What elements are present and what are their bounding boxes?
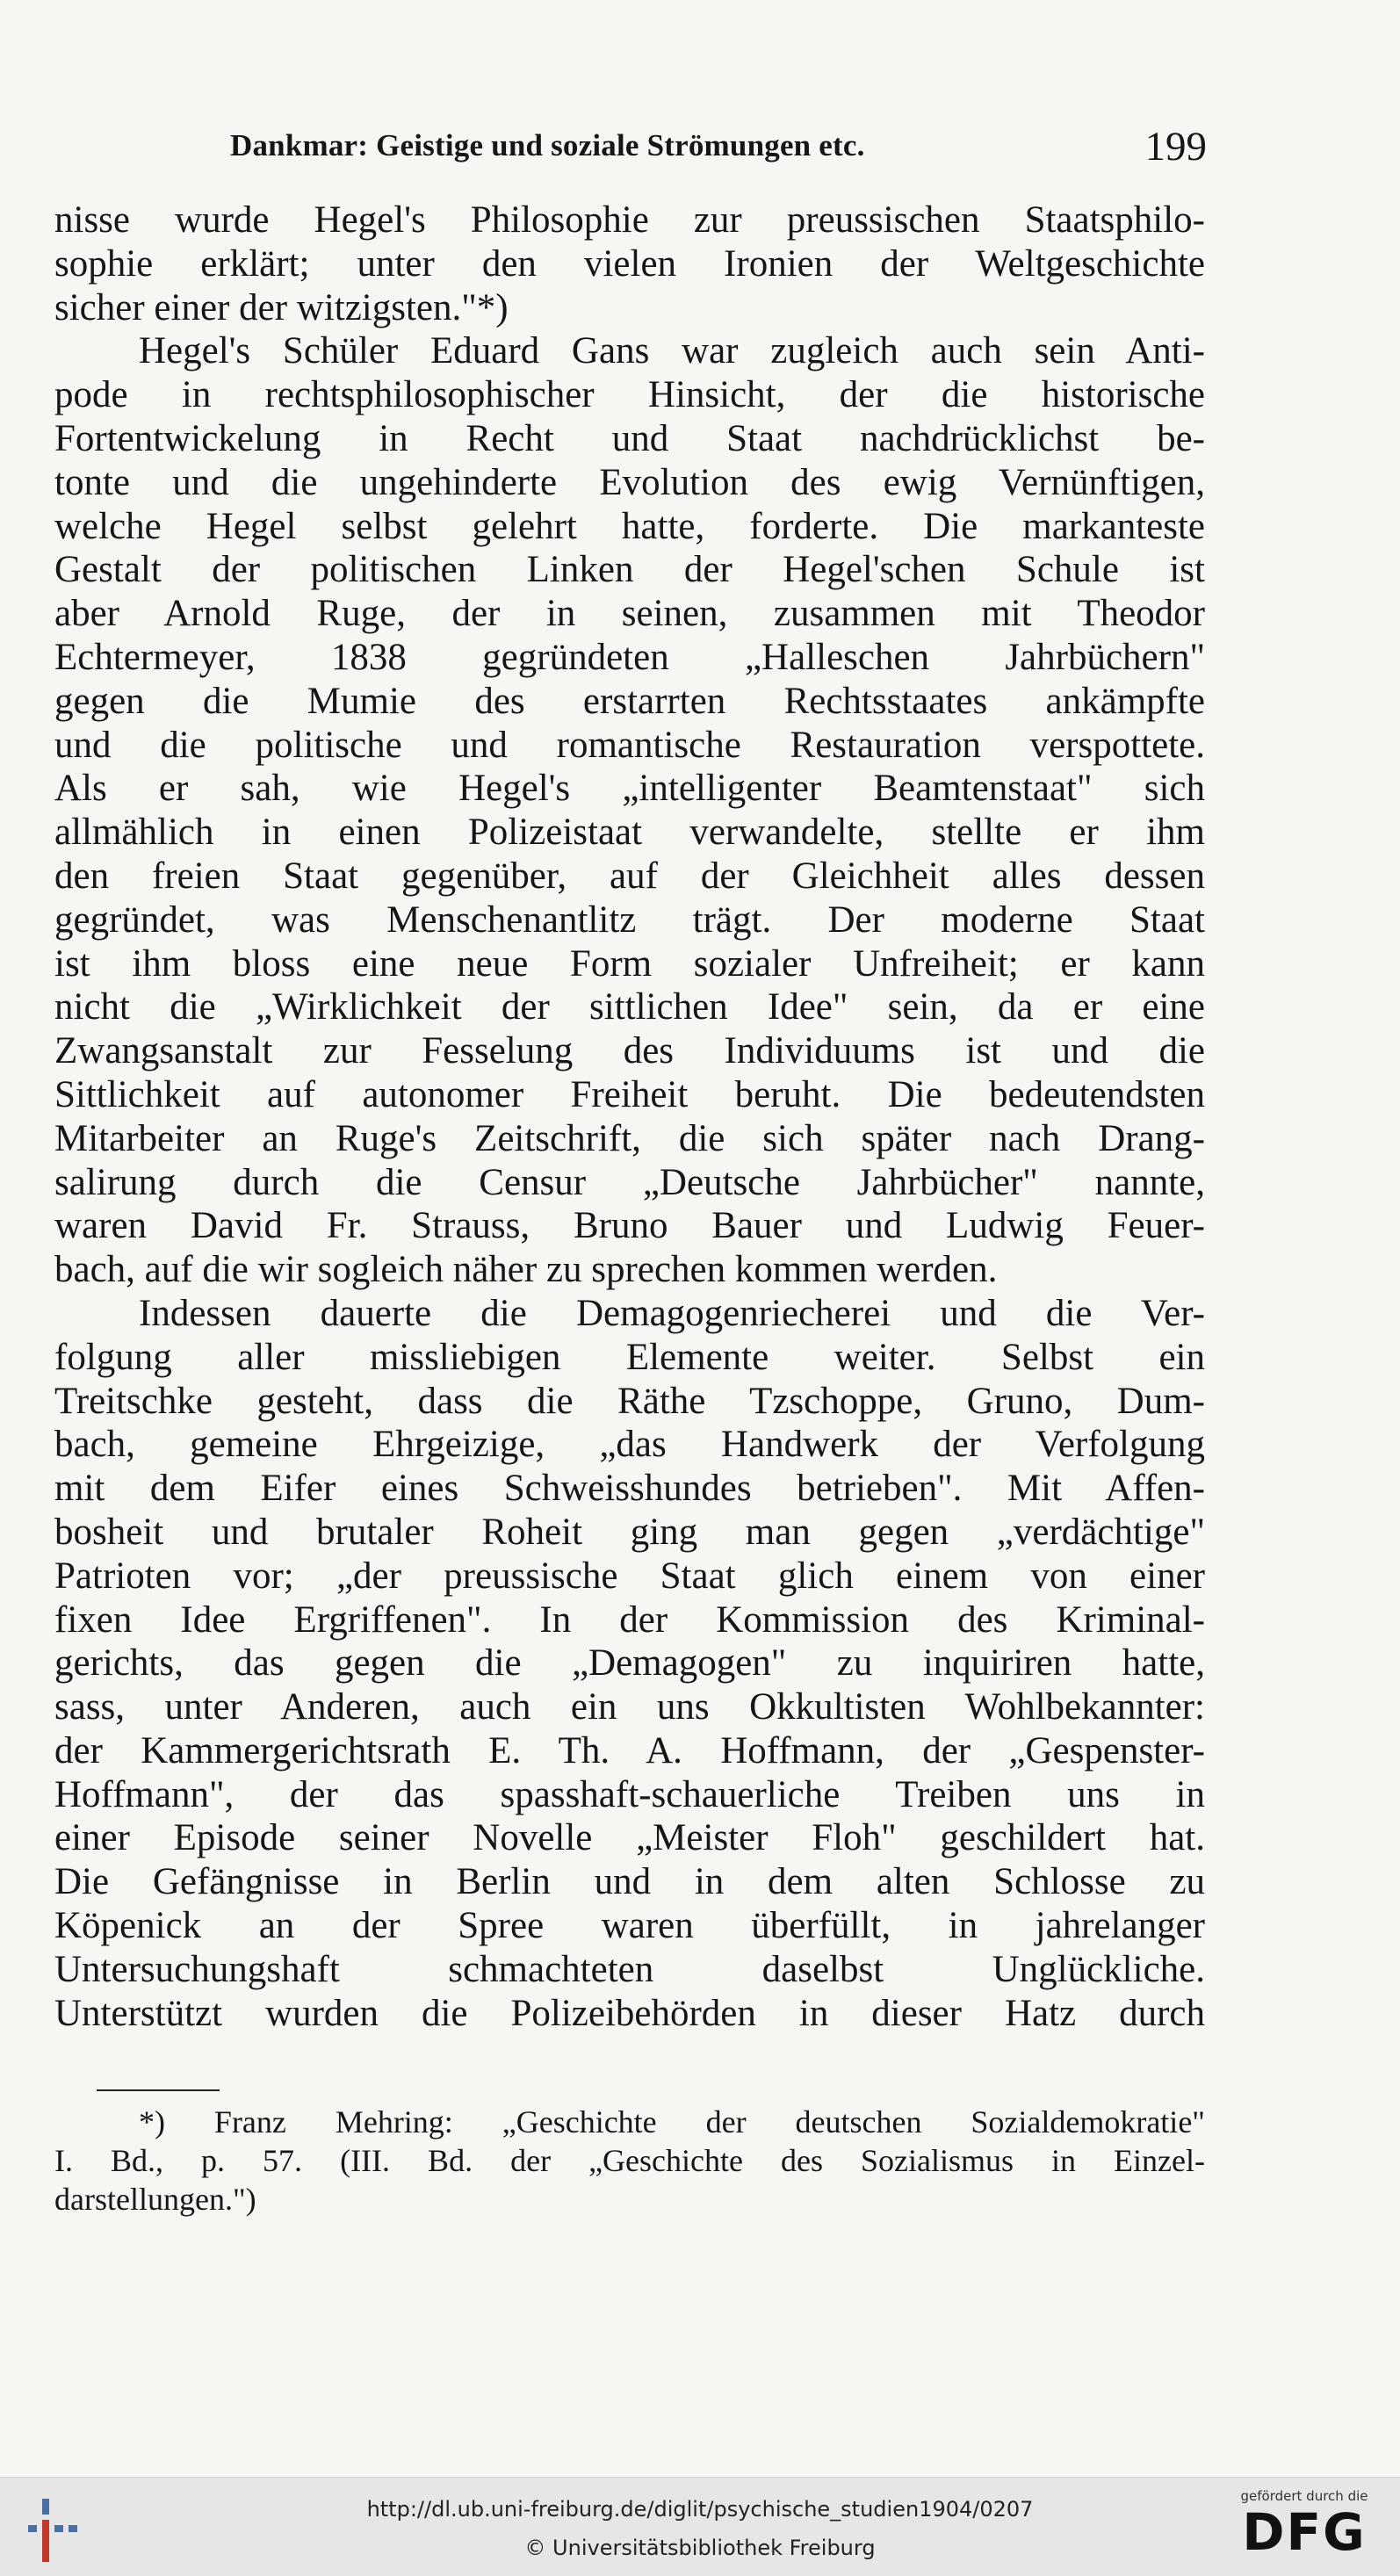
text-line: fixen Idee Ergriffenen". In der Kommission des Kriminal- [54, 1598, 1205, 1641]
dfg-logo: DFG [1242, 2502, 1367, 2562]
dfg-funding-badge [1230, 2488, 1379, 2569]
text-line: gegen die Mumie des erstarrten Rechtsstaates ankämpfte [54, 680, 1205, 722]
text-line: einer Episode seiner Novelle „Meister Floh" geschildert hat. [54, 1817, 1205, 1859]
text-line: folgung aller missliebigen Elemente weiter. Selbst ein [54, 1336, 1205, 1378]
text-line: sicher einer der witzigsten."*) [54, 286, 509, 328]
text-line: bach, gemeine Ehrgeizige, „das Handwerk der Verfolgung [54, 1424, 1205, 1466]
text-line: gegründet, was Menschenantlitz trägt. Der moderne Staat [54, 898, 1205, 941]
text-line: Köpenick an der Spree waren überfüllt, in jahrelanger [54, 1905, 1205, 1947]
text-line: Zwangsanstalt zur Fesselung des Individuums ist und die [54, 1030, 1205, 1072]
text-line: Die Gefängnisse in Berlin und in dem alten Schlosse zu [54, 1861, 1205, 1903]
permalink-url[interactable]: http://dl.ub.uni-freiburg.de/diglit/psychische_studien1904/0207 [366, 2497, 1034, 2522]
text-line: bach, auf die wir sogleich näher zu sprechen kommen werden. [54, 1249, 998, 1291]
viewer-footer [0, 2477, 1400, 2576]
text-line: salirung durch die Censur „Deutsche Jahrbücher" nannte, [54, 1161, 1205, 1203]
text-line: Als er sah, wie Hegel's „intelligenter Beamtenstaat" sich [54, 768, 1205, 810]
text-line: Untersuchungshaft schmachteten daselbst Unglückliche. [54, 1948, 1205, 1990]
footnote-rule [97, 2089, 220, 2091]
text-line: Indessen dauerte die Demagogenriecherei und die Ver- [139, 1292, 1205, 1334]
body-text [54, 198, 1205, 2035]
text-line: Gestalt der politischen Linken der Hegel'schen Schule ist [54, 549, 1205, 591]
footnote-line: darstellungen.") [54, 2182, 256, 2217]
footnote [54, 2103, 1205, 2219]
text-line: welche Hegel selbst gelehrt hatte, forderte. Die markanteste [54, 505, 1205, 547]
text-line: Treitschke gesteht, dass die Räthe Tzschoppe, Gruno, Dum- [54, 1380, 1205, 1422]
page-number: 199 [1144, 124, 1207, 170]
text-line: mit dem Eifer eines Schweisshundes betrieben". Mit Affen- [54, 1468, 1205, 1510]
text-line: Patrioten vor; „der preussische Staat glich einem von einer [54, 1555, 1205, 1597]
text-line: sophie erklärt; unter den vielen Ironien der Weltgeschichte [54, 242, 1205, 285]
text-line: pode in rechtsphilosophischer Hinsicht, der die historische [54, 374, 1205, 416]
text-line: bosheit und brutaler Roheit ging man gegen „verdächtige" [54, 1511, 1205, 1553]
text-line: Sittlichkeit auf autonomer Freiheit beruht. Die bedeutendsten [54, 1073, 1205, 1115]
text-line: und die politische und romantische Restauration verspottete. [54, 724, 1205, 766]
text-line: tonte und die ungehinderte Evolution des ewig Vernünftigen, [54, 461, 1205, 503]
text-line: Hegel's Schüler Eduard Gans war zugleich auch sein Anti- [139, 330, 1205, 372]
text-line: ist ihm bloss eine neue Form sozialer Unfreiheit; er kann [54, 942, 1205, 985]
text-line: Mitarbeiter an Ruge's Zeitschrift, die sich später nach Drang- [54, 1117, 1205, 1159]
footnote-line: *) Franz Mehring: „Geschichte der deutschen Sozialdemokratie" [139, 2104, 1205, 2139]
text-line: gerichts, das gegen die „Demagogen" zu inquiriren hatte, [54, 1642, 1205, 1685]
text-line: allmählich in einen Polizeistaat verwandelte, stellte er ihm [54, 812, 1205, 854]
text-line: den freien Staat gegenüber, auf der Gleichheit alles dessen [54, 855, 1205, 897]
text-line: aber Arnold Ruge, der in seinen, zusammen mit Theodor [54, 593, 1205, 635]
text-line: Hoffmann", der das spasshaft-schauerliche Treiben uns in [54, 1773, 1205, 1815]
text-line: nisse wurde Hegel's Philosophie zur preussischen Staatsphilo- [54, 199, 1205, 241]
footnote-line: I. Bd., p. 57. (III. Bd. der „Geschichte des Sozialismus in Einzel- [54, 2143, 1205, 2178]
text-line: Unterstützt wurden die Polizeibehörden in dieser Hatz durch [54, 1992, 1205, 2034]
text-line: der Kammergerichtsrath E. Th. A. Hoffmann, der „Gespenster- [54, 1729, 1205, 1771]
text-line: nicht die „Wirklichkeit der sittlichen Idee" sein, da er eine [54, 986, 1205, 1028]
running-head: Dankmar: Geistige und soziale Strömungen etc. [230, 128, 865, 162]
text-line: sass, unter Anderen, auch ein uns Okkultisten Wohlbekannter: [54, 1686, 1205, 1728]
page-header [230, 123, 1207, 176]
copyright-notice: © Universitätsbibliothek Freiburg [524, 2536, 876, 2560]
text-line: Fortentwickelung in Recht und Staat nachdrücklichst be- [54, 417, 1205, 459]
text-line: Echtermeyer, 1838 gegründeten „Halleschen Jahrbüchern" [54, 636, 1205, 678]
funding-note: gefördert durch die [1240, 2488, 1368, 2504]
text-line: waren David Fr. Strauss, Bruno Bauer und Ludwig Feuer- [54, 1205, 1205, 1247]
